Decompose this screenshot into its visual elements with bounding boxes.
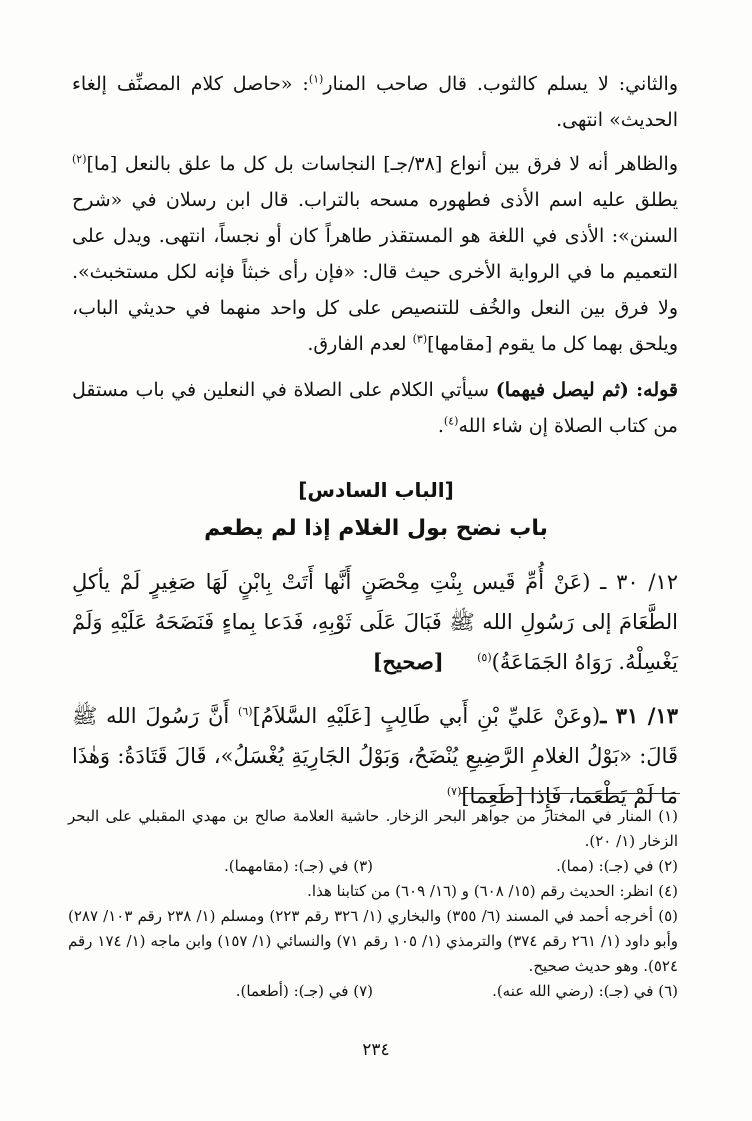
hadith-31-text: (وعَنْ عَليِّ بْنِ أَبي طَالِبٍ [عَلَيْهِ السَّلاَمُ]	[252, 704, 601, 728]
paragraph-3-end: .	[437, 415, 444, 437]
page-number: ٢٣٤	[362, 1040, 390, 1060]
footnote-row-6-7	[68, 979, 678, 1004]
section-title: باب نضح بول الغلام إذا لم يطعم	[204, 516, 548, 541]
footnote-ref-5[interactable]: (٥)	[477, 651, 492, 664]
footnote-ref-1[interactable]: (١)	[308, 72, 324, 86]
footnote-ref-2[interactable]: (٢)	[72, 152, 87, 166]
footnote-7: (٧) في (جـ): (أطعما).	[235, 982, 373, 1000]
hadith-31-number: ١٣/ ٣١ ـ	[600, 703, 678, 728]
footnote-ref-4[interactable]: (٤)	[443, 414, 459, 428]
hadith-31-text-2: أَنَّ رَسُولَ الله ﷺ قَالَ: «بَوْلُ الغلامِ الرَّضِيعِ يُنْضَحُ، وَبَوْلُ الجَارِيَةِ يُغْسَلُ»، قَالَ قَتَادَةُ: وَهٰذَا مَا لَمْ يَطْعَما، فَإِذا [طَعِما]	[72, 704, 678, 808]
paragraph-1-text: والثاني: لا يسلم كالثوب. قال صاحب المنار	[323, 73, 679, 95]
footnote-1: (١) المنار في المختار من جواهر البحر الزخار. حاشية العلامة صالح بن مهدي المقبلي على البحر الزخار (١/ ٢٠).	[68, 807, 678, 850]
footnote-ref-7[interactable]: (٧)	[446, 785, 462, 798]
paragraph-2	[72, 146, 678, 362]
section-label: [الباب السادس]	[298, 478, 454, 502]
paragraph-2-text: والظاهر أنه لا فرق بين أنواع [٣٨/جـ] النجاسات بل كل ما علق بالنعل [ما]	[86, 153, 679, 175]
hadith-31	[72, 696, 678, 816]
footnotes	[68, 804, 678, 1004]
hadith-30-text: ١٢/ ٣٠ ـ (عَنْ أُمِّ قَيس بِنْتِ مِحْصَنٍ أَنَّها أَتَتْ بِابْنٍ لَهَا صَغِيرٍ لَمْ يأكلِ الطَّعَامَ إلى رَسُولِ الله ﷺ فَبَالَ عَلَى ثَوْبِهِ، فَدَعا بِماءٍ فَنَضَحَهُ عَلَيْهِ وَلَمْ يَغْسِلْهُ. رَوَاهُ الجَمَاعَةُ)	[72, 570, 678, 674]
paragraph-2-end: لعدم الفارق.	[307, 333, 413, 355]
paragraph-2-rest: يطلق عليه اسم الأذى فطهوره مسحه بالتراب. قال ابن رسلان في «شرح السنن»: الأذى في اللغة هو المستقذر طاهراً كان أو نجساً، انتهى. ويدل على التعميم ما في الرواية الأخرى حيث قال: «فإن رأى خبثاً فإنه لكل مستخبث». ولا فرق بين النعل والخُف للتنصيص على كل واحد منهما في حديثي الباب، ويلحق بهما كل ما يقوم [مقامها]	[72, 189, 678, 355]
paragraph-3-lead: قوله: (ثم ليصل فيهما)	[495, 379, 679, 401]
hadith-grade: [صحيح]	[372, 649, 444, 674]
hadith-30	[72, 562, 678, 682]
footnote-3: (٣) في (جـ): (مقامهما).	[223, 857, 373, 875]
paragraph-3	[72, 372, 678, 444]
paragraph-3-text: سيأتي الكلام على الصلاة في النعلين في باب مستقل من كتاب الصلاة إن شاء الله	[72, 379, 678, 437]
footnote-ref-3[interactable]: (٣)	[412, 332, 428, 346]
footnote-2: (٢) في (جـ): (مما).	[556, 857, 678, 875]
footnote-ref-6[interactable]: (٦)	[238, 705, 253, 718]
footnote-6: (٦) في (جـ): (رضي الله عنه).	[492, 982, 678, 1000]
paragraph-1-rest: : «حاصل كلام المصنِّف إلغاء الحديث» انتهى.	[72, 73, 678, 131]
paragraph-1	[72, 66, 678, 138]
footnote-divider	[460, 793, 680, 794]
footnote-4: (٤) انظر: الحديث رقم (١٥/ ٦٠٨) و (١٦/ ٦٠٩) من كتابنا هذا.	[307, 882, 678, 900]
footnote-row-2-3	[68, 854, 678, 879]
footnote-5: (٥) أخرجه أحمد في المسند (٦/ ٣٥٥) والبخاري (١/ ٣٢٦ رقم ٢٢٣) ومسلم (١/ ٢٣٨ رقم ١٠٣/ ٢٨٧) وأبو داود (١/ ٢٦١ رقم ٣٧٤) والترمذي (١/ ١٠٥ رقم ٧١) والنسائي (١/ ١٥٧) وابن ماجه (١/ ١٧٤ رقم ٥٢٤). وهو حديث صحيح.	[68, 907, 679, 975]
